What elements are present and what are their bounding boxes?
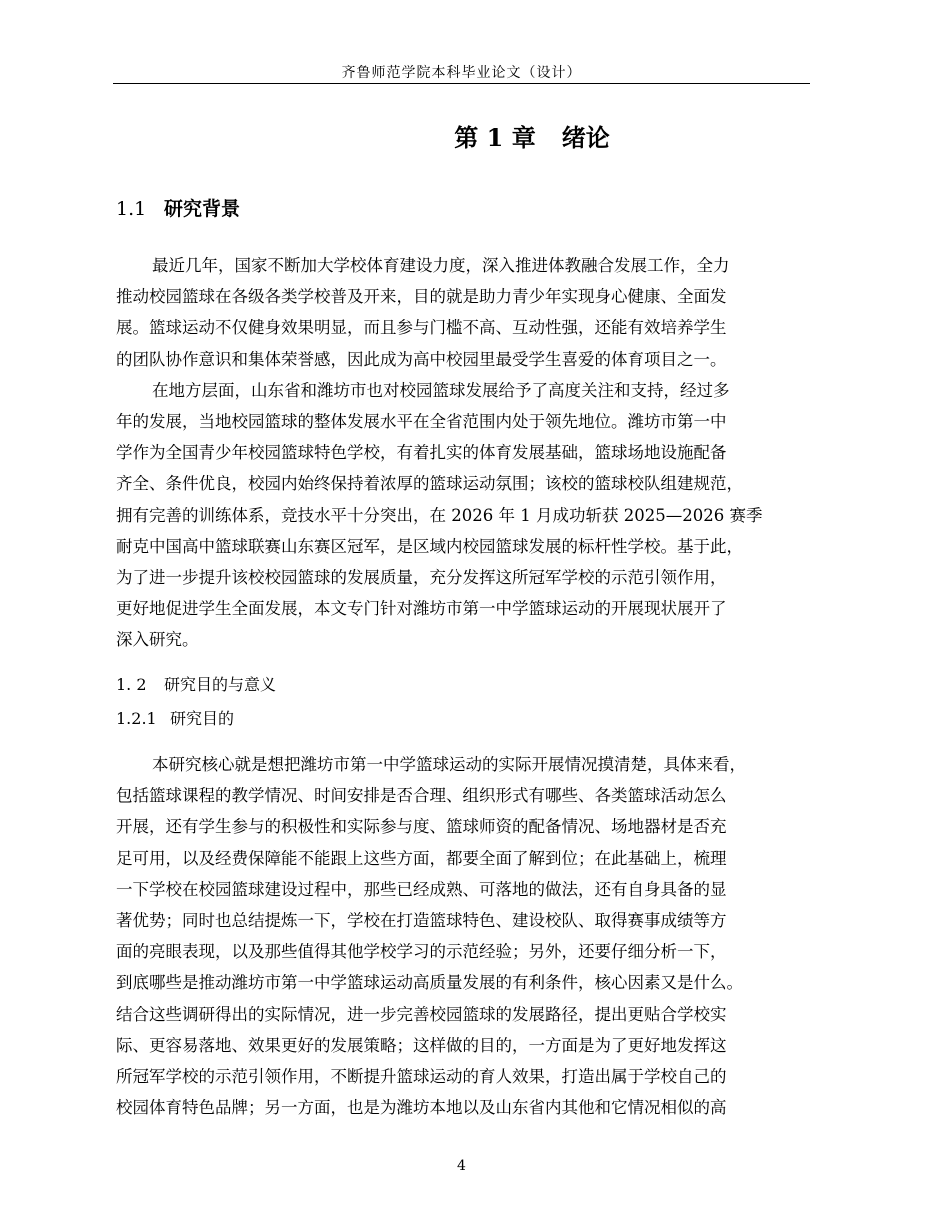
section-number: 1. 2 — [116, 675, 147, 694]
text-line: 的团队协作意识和集体荣誉感，因此成为高中校园里最受学生喜爱的体育项目之一。 — [116, 349, 727, 369]
section-heading-1-2 — [116, 673, 276, 697]
text-line: 际、更容易落地、效果更好的发展策略；这样做的目的，一方面是为了更好地发挥这 — [116, 1035, 727, 1055]
header-rule — [113, 83, 810, 84]
section-title: 研究目的与意义 — [164, 675, 277, 694]
text-line: 展。篮球运动不仅健身效果明显，而且参与门槛不高、互动性强，还能有效培养学生 — [116, 318, 727, 338]
text-line: 一下学校在校园篮球建设过程中，那些已经成熟、可落地的做法，还有自身具备的显 — [116, 879, 727, 899]
paragraph-background-2 — [116, 375, 822, 656]
text-line: 为了进一步提升该校校园篮球的发展质量，充分发挥这所冠军学校的示范引领作用， — [116, 567, 727, 587]
text-line: 校园体育特色品牌；另一方面，也是为潍坊本地以及山东省内其他和它情况相似的高 — [116, 1098, 727, 1118]
text-line: 面的亮眼表现，以及那些值得其他学校学习的示范经验；另外，还要仔细分析一下， — [116, 942, 727, 962]
chapter-name: 绪论 — [561, 123, 610, 152]
running-header: 齐鲁师范学院本科毕业论文（设计） — [341, 65, 582, 81]
section-number: 1.2.1 — [116, 709, 157, 728]
text-line: 在地方层面，山东省和潍坊市也对校园篮球发展给予了高度关注和支持，经过多 — [152, 380, 730, 400]
section-title: 研究背景 — [164, 198, 241, 220]
text-line: 本研究核心就是想把潍坊市第一中学篮球运动的实际开展情况摸清楚，具体来看， — [152, 755, 746, 774]
paragraph-purpose-1 — [116, 749, 822, 1123]
text-line: 深入研究。 — [116, 630, 199, 650]
text-line: 最近几年，国家不断加大学校体育建设力度，深入推进体教融合发展工作，全力 — [152, 256, 730, 275]
text-line: 包括篮球课程的教学情况、时间安排是否合理、组织形式有哪些、各类篮球活动怎么 — [116, 786, 727, 806]
text-line: 更好地促进学生全面发展，本文专门针对潍坊市第一中学篮球运动的开展现状展开了 — [116, 599, 727, 619]
chapter-title — [113, 122, 950, 154]
text-line: 学作为全国青少年校园篮球特色学校，有着扎实的体育发展基础，篮球场地设施配备 — [116, 443, 727, 463]
text-line: 结合这些调研得出的实际情况，进一步完善校园篮球的发展路径，提出更贴合学校实 — [116, 1004, 727, 1024]
section-title: 研究目的 — [170, 709, 235, 728]
section-heading-1-1 — [116, 195, 240, 223]
chapter-number: 第 1 章 — [454, 123, 536, 152]
text-line: 到底哪些是推动潍坊市第一中学篮球运动高质量发展的有利条件，核心因素又是什么。 — [116, 973, 743, 993]
text-line: 开展，还有学生参与的积极性和实际参与度、篮球师资的配备情况、场地器材是否充 — [116, 817, 727, 837]
text-line: 足可用，以及经费保障能不能跟上这些方面，都要全面了解到位；在此基础上，梳理 — [116, 848, 727, 868]
page-number: 4 — [457, 1158, 466, 1174]
text-line: 推动校园篮球在各级各类学校普及开来，目的就是助力青少年实现身心健康、全面发 — [116, 287, 727, 307]
paragraph-background-1 — [116, 250, 822, 375]
section-number: 1.1 — [116, 198, 147, 220]
text-line: 年的发展，当地校园篮球的整体发展水平在全省范围内处于领先地位。潍坊市第一中 — [116, 411, 727, 431]
section-heading-1-2-1 — [116, 707, 234, 731]
text-line: 著优势；同时也总结提炼一下，学校在打造篮球特色、建设校队、取得赛事成绩等方 — [116, 910, 727, 930]
text-line: 齐全、条件优良，校园内始终保持着浓厚的篮球运动氛围；该校的篮球校队组建规范， — [116, 474, 743, 494]
text-line: 耐克中国高中篮球联赛山东赛区冠军，是区域内校园篮球发展的标杆性学校。基于此， — [116, 536, 743, 556]
text-line: 所冠军学校的示范引领作用，不断提升篮球运动的育人效果，打造出属于学校自己的 — [116, 1066, 727, 1086]
text-line: 拥有完善的训练体系，竞技水平十分突出，在 2026 年 1 月成功斩获 2025—2026 赛季 — [116, 505, 763, 525]
